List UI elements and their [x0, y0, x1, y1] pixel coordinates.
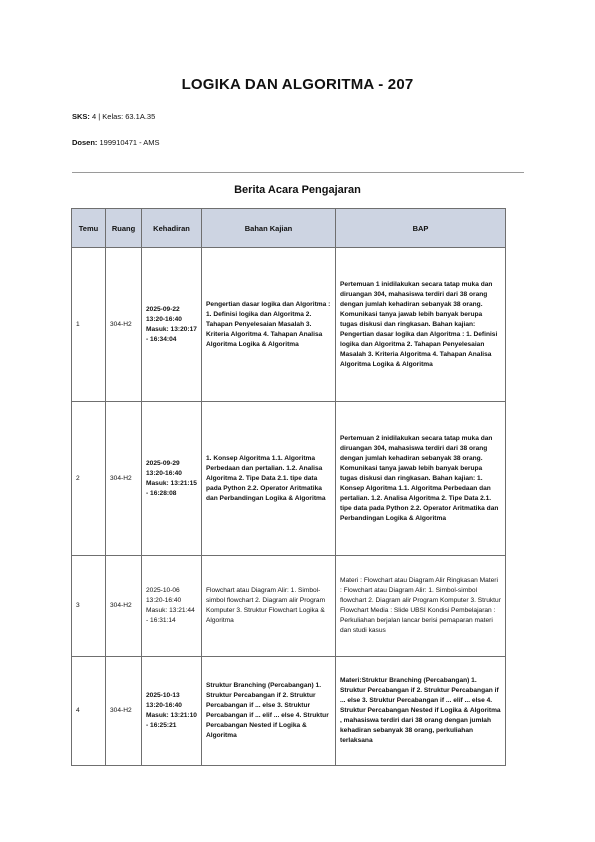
cell-ruang: 304-H2: [106, 248, 142, 402]
cell-temu: 4: [72, 657, 106, 766]
cell-ruang: 304-H2: [106, 657, 142, 766]
cell-bap: Materi : Flowchart atau Diagram Alir Ringkasan Materi : Flowchart atau Diagram Alir: 1. Simbol-simbol flowchart 2. Diagram alir Program Komputer 3. Struktur Flowchart Media : Slide UBSI Kondisi Pembelajaran : Perkuliahan berjalan lancar berisi pemaparan materi dan studi kasus: [336, 556, 506, 657]
cell-temu: 1: [72, 248, 106, 402]
col-header-ruang: Ruang: [106, 209, 142, 248]
dosen-value: 199910471 - AMS: [99, 138, 160, 147]
col-header-bahan-kajian: Bahan Kajian: [202, 209, 336, 248]
col-header-kehadiran: Kehadiran: [142, 209, 202, 248]
sks-label: SKS:: [72, 112, 90, 121]
page-title: LOGIKA DAN ALGORITMA - 207: [181, 76, 414, 93]
col-header-bap: BAP: [336, 209, 506, 248]
table-row: [72, 657, 506, 766]
bap-table: [71, 208, 506, 766]
cell-bap: Materi:Struktur Branching (Percabangan) 1. Struktur Percabangan if 2. Struktur Percabangan if ... else 3. Struktur Percabangan if ... elif ... else 4. Struktur Percabangan Nested if Logika & Algoritma , mahasiswa terdiri dari 38 orang dengan jumlah kehadiran sebanyak 38 orang, perkuliahan terlaksana: [336, 657, 506, 766]
cell-temu: 3: [72, 556, 106, 657]
cell-bap: Pertemuan 2 inidilakukan secara tatap muka dan diruangan 304, mahasiswa terdiri dari 38 orang dengan jumlah kehadiran sebanyak 38 orang. Komunikasi tanya jawab lebih banyak berupa tugas diskusi dan ringkasan. Bahan kajian: 1. Konsep Algoritma 1.1. Algoritma Perbedaan dan pertalian. 1.2. Analisa Algoritma 2. Tipe Data 2.1. tipe data pada Python 2.2. Operator Aritmatika dan Perbandingan Logika & Algoritma: [336, 402, 506, 556]
cell-kehadiran: 2025-09-29 13:20-16:40 Masuk: 13:21:15 - 16:28:08: [142, 402, 202, 556]
cell-kehadiran: 2025-10-13 13:20-16:40 Masuk: 13:21:10 - 16:25:21: [142, 657, 202, 766]
table-header-row: [72, 209, 506, 248]
cell-bap: Pertemuan 1 inidilakukan secara tatap muka dan diruangan 304, mahasiswa terdiri dari 38 orang dengan jumlah kehadiran sebanyak 38 orang. Komunikasi tanya jawab lebih banyak berupa tugas diskusi dan ringkasan. Bahan kajian: Pengertian dasar logika dan Algoritma : 1. Definisi logika dan Algoritma 2. Tahapan Penyelesaian Masalah 3. Kriteria Algoritma 4. Tahapan Analisa Algoritma Logika & Algoritma: [336, 248, 506, 402]
cell-kehadiran: 2025-09-22 13:20-16:40 Masuk: 13:20:17 - 16:34:04: [142, 248, 202, 402]
table-row: [72, 556, 506, 657]
cell-ruang: 304-H2: [106, 402, 142, 556]
dosen-label: Dosen:: [72, 138, 98, 147]
cell-bahan-kajian: Struktur Branching (Percabangan) 1. Struktur Percabangan if 2. Struktur Percabangan if ... else 3. Struktur Percabangan if ... elif ... else 4. Struktur Percabangan Nested if Logika & Algoritma: [202, 657, 336, 766]
col-header-temu: Temu: [72, 209, 106, 248]
sks-value: 4 | Kelas: 63.1A.35: [92, 112, 156, 121]
cell-bahan-kajian: Flowchart atau Diagram Alir: 1. Simbol-simbol flowchart 2. Diagram alir Program Komputer 3. Struktur Flowchart Logika & Algoritma: [202, 556, 336, 657]
cell-temu: 2: [72, 402, 106, 556]
table-row: [72, 402, 506, 556]
cell-bahan-kajian: Pengertian dasar logika dan Algoritma : 1. Definisi logika dan Algoritma 2. Tahapan Penyelesaian Masalah 3. Kriteria Algoritma 4. Tahapan Analisa Algoritma Logika & Algoritma: [202, 248, 336, 402]
cell-bahan-kajian: 1. Konsep Algoritma 1.1. Algoritma Perbedaan dan pertalian. 1.2. Analisa Algoritma 2. Tipe Data 2.1. tipe data pada Python 2.2. Operator Aritmatika dan Perbandingan Logika & Algoritma: [202, 402, 336, 556]
sks-line: [72, 112, 155, 121]
dosen-line: [72, 138, 160, 147]
cell-kehadiran: 2025-10-06 13:20-16:40 Masuk: 13:21:44 - 16:31:14: [142, 556, 202, 657]
cell-ruang: 304-H2: [106, 556, 142, 657]
divider: [72, 172, 524, 173]
section-title: Berita Acara Pengajaran: [234, 184, 361, 196]
table-row: [72, 248, 506, 402]
